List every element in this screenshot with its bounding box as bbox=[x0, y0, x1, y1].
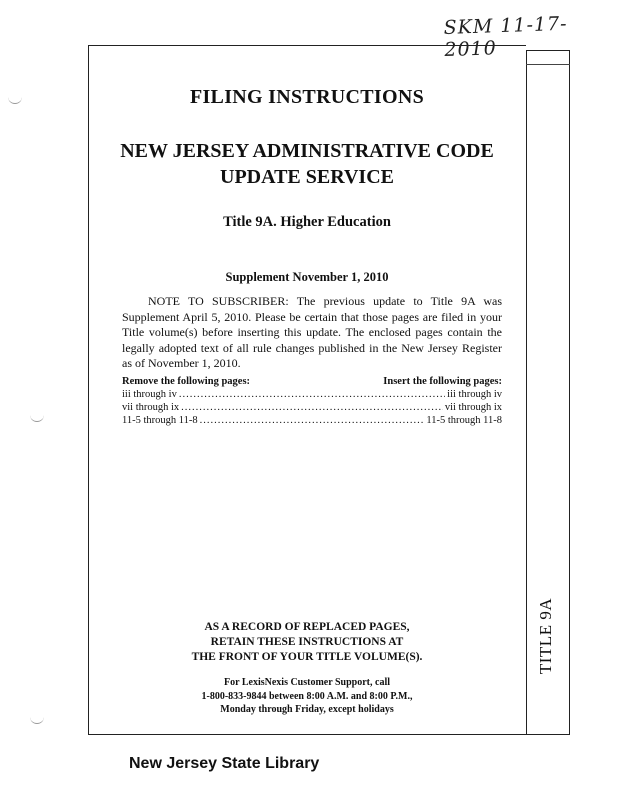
leader-dots bbox=[179, 388, 445, 401]
record-line: THE FRONT OF YOUR TITLE VOLUME(S). bbox=[191, 651, 423, 663]
document-subtitle bbox=[88, 138, 526, 190]
remove-header: Remove the following pages: bbox=[122, 376, 251, 387]
record-notice bbox=[88, 620, 526, 665]
customer-support-info bbox=[88, 676, 526, 717]
supplement-date: Supplement November 1, 2010 bbox=[225, 270, 389, 284]
title-name: Title 9A. Higher Education bbox=[223, 214, 391, 230]
binder-hole-mark bbox=[30, 414, 44, 422]
insert-header: Insert the following pages: bbox=[383, 376, 502, 387]
binder-hole-mark bbox=[30, 716, 44, 724]
support-line: 1-800-833-9844 between 8:00 A.M. and 8:00 P.M., bbox=[201, 690, 413, 702]
table-row bbox=[122, 401, 502, 414]
support-line: Monday through Friday, except holidays bbox=[220, 704, 394, 715]
remove-pages: vii through ix bbox=[122, 402, 180, 413]
table-header bbox=[122, 375, 502, 388]
subscriber-note: NOTE TO SUBSCRIBER: The previous update to Title 9A was Supplement April 5, 2010. Please be certain that those pages are filed in your Title volume(s) before inserting this update. The enclosed pages contain the legally adopted text of all rule changes published in the New Jersey Register as of November 1, 2010. bbox=[122, 294, 502, 370]
insert-pages: 11-5 through 11-8 bbox=[426, 415, 502, 426]
record-line: AS A RECORD OF REPLACED PAGES, bbox=[204, 621, 410, 633]
tab-label: TITLE 9A bbox=[536, 597, 555, 675]
record-line: RETAIN THESE INSTRUCTIONS AT bbox=[210, 636, 404, 648]
library-footer: New Jersey State Library bbox=[129, 755, 320, 772]
remove-pages: iii through iv bbox=[122, 389, 177, 400]
table-row bbox=[122, 388, 502, 401]
page-replacement-table bbox=[122, 375, 502, 427]
subtitle-line: UPDATE SERVICE bbox=[220, 166, 394, 188]
leader-dots bbox=[200, 414, 425, 427]
insert-pages: iii through iv bbox=[447, 389, 502, 400]
insert-pages: vii through ix bbox=[444, 402, 502, 413]
remove-pages: 11-5 through 11-8 bbox=[122, 415, 198, 426]
table-row bbox=[122, 414, 502, 427]
binder-hole-mark bbox=[8, 96, 22, 104]
tab-divider bbox=[526, 64, 570, 65]
handwritten-annotation: SKM 11-17-2010 bbox=[443, 12, 568, 62]
subtitle-line: NEW JERSEY ADMINISTRATIVE CODE bbox=[120, 140, 494, 162]
leader-dots bbox=[181, 401, 443, 414]
page-title: FILING INSTRUCTIONS bbox=[189, 86, 425, 108]
support-line: For LexisNexis Customer Support, call bbox=[223, 677, 390, 688]
